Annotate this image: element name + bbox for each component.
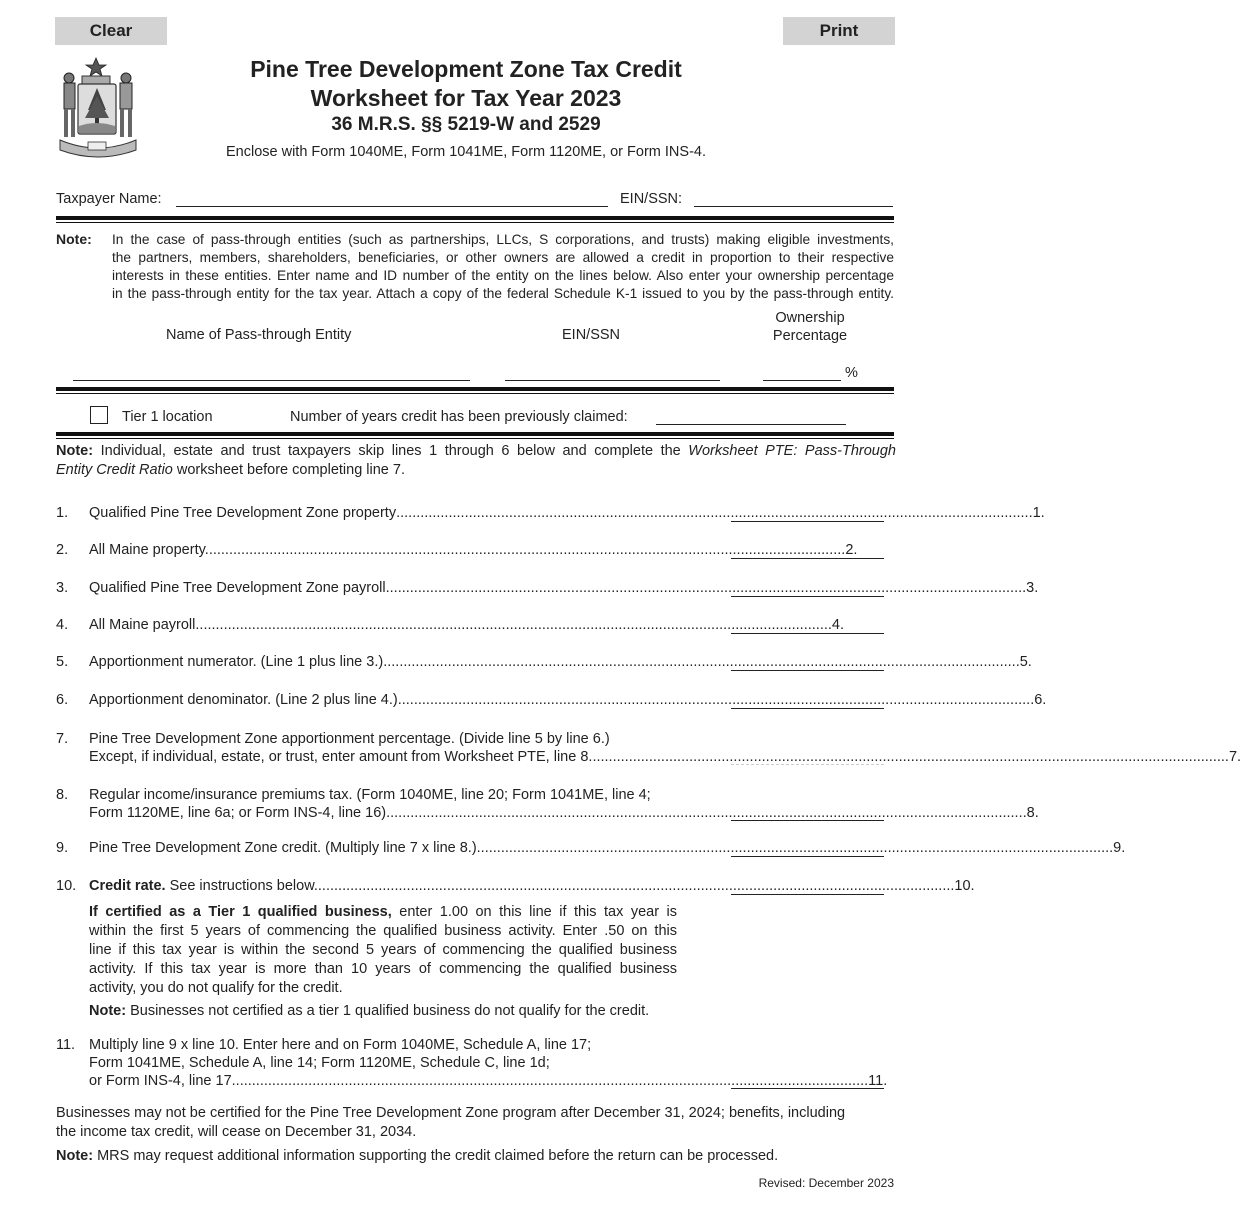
years-claimed-label: Number of years credit has been previously claimed: — [290, 409, 628, 425]
taxpayer-name-label: Taxpayer Name: — [56, 191, 162, 207]
certification-notice: Businesses may not be certified for the Pine Tree Development Zone program after December 31, 2024; benefits, including the income tax credit, will cease on December 31, 2034. — [56, 1105, 846, 1140]
line-4-field[interactable] — [731, 633, 884, 634]
entity-ein-field[interactable] — [505, 380, 720, 381]
divider — [56, 438, 894, 439]
pass-through-note: In the case of pass-through entities (such as partnerships, LLCs, S corporations, and trusts) making eligible investments, the partners, members, shareholders, beneficiaries, or other owners are allowed a credit in proportion to their respective interests in these entities. Enter name and ID number of the entity on the lines below. Also enter your ownership percentage in the pass-through entity for the tax year. Attach a copy of the federal Schedule K-1 issued to you by the pass-through entity. — [112, 232, 894, 301]
line-7-field[interactable] — [731, 764, 884, 765]
line-11-field[interactable] — [731, 1088, 884, 1089]
line-10-field[interactable] — [731, 894, 884, 895]
line-3-field[interactable] — [731, 596, 884, 597]
form-subtitle: Worksheet for Tax Year 2023 — [310, 85, 622, 111]
statute-reference: 36 M.R.S. §§ 5219-W and 2529 — [331, 114, 601, 135]
entity-name-field[interactable] — [73, 380, 470, 381]
line-8-field[interactable] — [731, 820, 884, 821]
form-title: Pine Tree Development Zone Tax Credit — [250, 56, 682, 82]
tier1-location-label: Tier 1 location — [122, 409, 213, 425]
taxpayer-ein-field[interactable] — [694, 206, 893, 207]
line-1-field[interactable] — [731, 521, 884, 522]
individual-taxpayer-note: Note: Individual, estate and trust taxpayers skip lines 1 through 6 below and complete the Worksheet PTE: Pass-Through Entity Credit Ratio worksheet before completing line 7. — [56, 443, 896, 478]
entity-ein-header: EIN/SSN — [562, 327, 621, 343]
taxpayer-ein-label: EIN/SSN: — [620, 191, 683, 207]
print-button[interactable]: Print — [783, 17, 895, 45]
enclose-instructions: Enclose with Form 1040ME, Form 1041ME, Form 1120ME, or Form INS-4. — [226, 144, 706, 160]
ownership-percentage-header: Ownership Percentage — [772, 310, 848, 344]
line-5-field[interactable] — [731, 670, 884, 671]
percent-sign: % — [845, 365, 858, 381]
mrs-note: Note: MRS may request additional information supporting the credit claimed before the return can be processed. — [56, 1148, 779, 1164]
line-6-field[interactable] — [731, 708, 884, 709]
entity-name-header: Name of Pass-through Entity — [166, 327, 352, 343]
clear-button[interactable]: Clear — [55, 17, 167, 45]
divider — [56, 222, 894, 223]
revised-date: Revised: December 2023 — [758, 1176, 894, 1190]
tier1-instructions: If certified as a Tier 1 qualified business, enter 1.00 on this line if this tax year is within the first 5 years of commencing the qualified business activity. Enter .50 on this line if this tax year is within the second 5 years of commencing the qualified business activity. If this tax year is more than 10 years of commencing the qualified business activity, you do not qualify for the credit. — [89, 904, 677, 996]
divider — [56, 387, 894, 391]
tier1-location-checkbox[interactable] — [90, 406, 108, 424]
divider — [56, 216, 894, 220]
line-9-field[interactable] — [731, 856, 884, 857]
taxpayer-name-field[interactable] — [176, 206, 608, 207]
note-label: Note: — [56, 231, 92, 247]
divider — [56, 393, 894, 394]
tier1-note: Note: Businesses not certified as a tier 1 qualified business do not qualify for the credit. — [89, 1003, 650, 1019]
divider — [56, 432, 894, 436]
ownership-percentage-field[interactable] — [763, 380, 841, 381]
line-2-field[interactable] — [731, 558, 884, 559]
years-claimed-field[interactable] — [656, 424, 846, 425]
